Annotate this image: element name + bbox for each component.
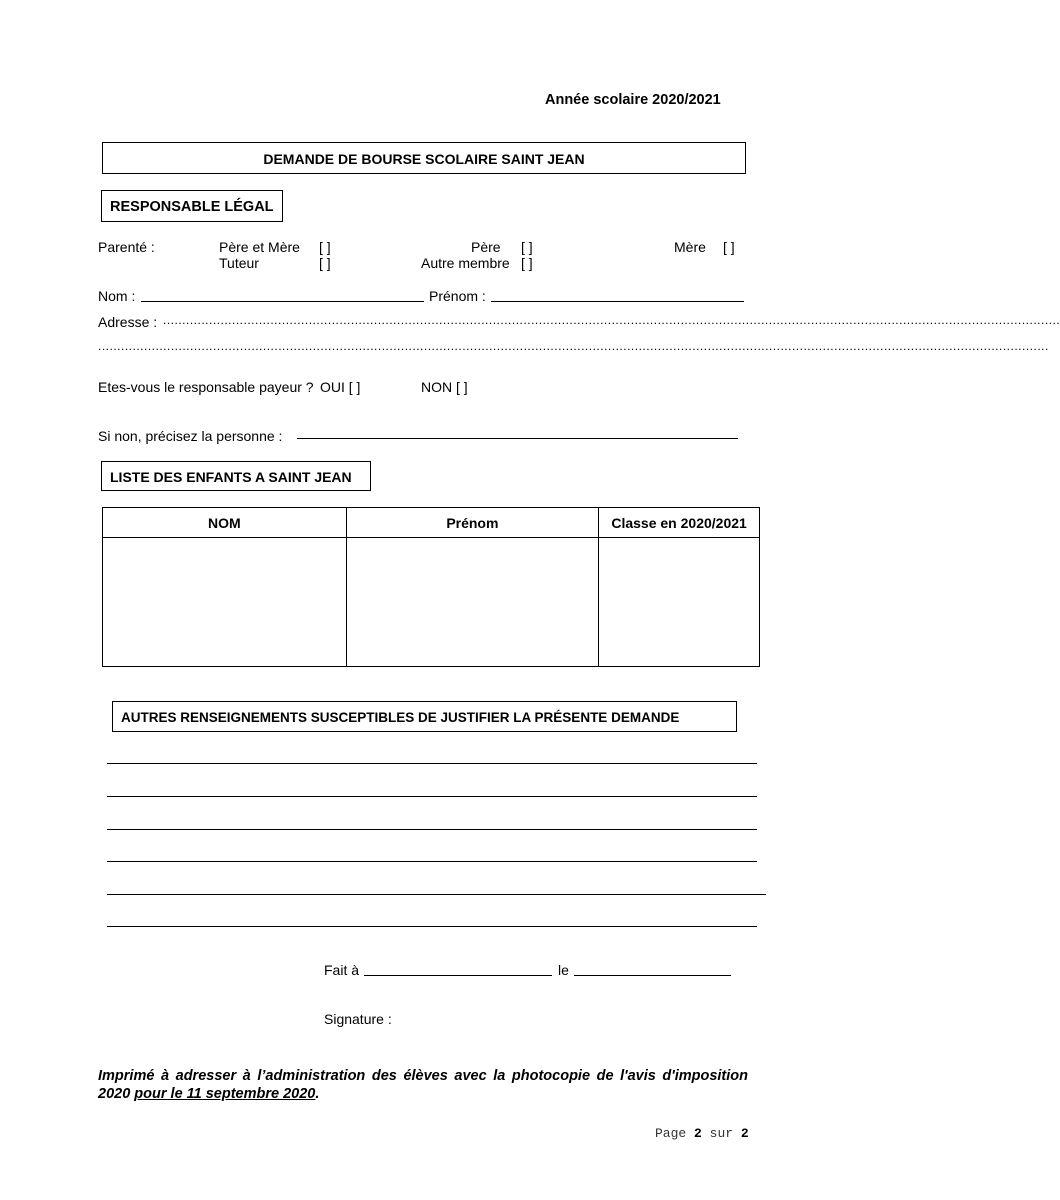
prenom-field[interactable]: [491, 301, 744, 302]
checkbox-autre-membre[interactable]: [ ]: [521, 255, 533, 271]
cell-prenom[interactable]: [346, 538, 599, 667]
signature-label: Signature :: [324, 1011, 392, 1027]
prenom-label: Prénom :: [429, 288, 486, 304]
submission-note: [98, 1067, 748, 1103]
submission-note-text: Imprimé à adresser à l’administration des élèves avec la photocopie de l'avis d'imposition 2020: [98, 1068, 748, 1102]
adresse-field-line-2[interactable]: ........................................................................................................................................................................................................................................................: [98, 339, 1049, 353]
parente-label: Parenté :: [98, 239, 155, 255]
column-header-prenom: Prénom: [346, 508, 599, 538]
other-info-line-1[interactable]: [107, 763, 757, 764]
children-section-title: LISTE DES ENFANTS A SAINT JEAN: [110, 469, 352, 485]
page-current: 2: [694, 1126, 702, 1141]
option-autre-membre[interactable]: [421, 255, 510, 271]
nom-field[interactable]: [141, 301, 424, 302]
school-year: Année scolaire 2020/2021: [545, 92, 721, 108]
other-info-line-2[interactable]: [107, 796, 757, 797]
option-label: Tuteur: [219, 255, 259, 271]
form-title-box: [102, 142, 746, 174]
nom-label: Nom :: [98, 288, 136, 304]
option-label: Père et Mère: [219, 239, 300, 255]
table-row: [103, 538, 760, 667]
checkbox-pere-et-mere[interactable]: [ ]: [319, 239, 331, 255]
option-mere[interactable]: [674, 239, 706, 255]
option-label: Mère: [674, 239, 706, 255]
option-label: Autre membre: [421, 255, 510, 271]
children-table: [102, 507, 760, 667]
fait-field[interactable]: [364, 975, 552, 976]
sinon-field[interactable]: [297, 438, 738, 439]
column-header-nom: NOM: [103, 508, 347, 538]
adresse-field-line-1[interactable]: ..........................................................................................................................................................................................................................................: [163, 313, 1060, 327]
adresse-label: Adresse :: [98, 314, 158, 330]
legal-section-title-box: [101, 190, 283, 222]
children-section-title-box: [101, 461, 371, 491]
other-section-title-box: [112, 701, 737, 732]
date-field[interactable]: [574, 975, 731, 976]
fait-label: Fait à: [324, 962, 360, 978]
other-info-line-6[interactable]: [107, 926, 757, 927]
cell-classe[interactable]: [599, 538, 760, 667]
cell-nom[interactable]: [103, 538, 347, 667]
checkbox-pere[interactable]: [ ]: [521, 239, 533, 255]
form-title: DEMANDE DE BOURSE SCOLAIRE SAINT JEAN: [263, 151, 585, 167]
column-header-classe: Classe en 2020/2021: [599, 508, 760, 538]
le-label: le: [558, 962, 569, 978]
option-pere[interactable]: [471, 239, 501, 255]
page-total: 2: [740, 1126, 749, 1141]
option-tuteur[interactable]: [219, 255, 259, 271]
payer-question: Etes-vous le responsable payeur ?: [98, 379, 314, 395]
payer-oui-checkbox[interactable]: OUI [ ]: [320, 379, 361, 395]
submission-deadline: pour le 11 septembre 2020: [134, 1086, 316, 1102]
option-label: Père: [471, 239, 501, 255]
other-info-line-4[interactable]: [107, 861, 757, 862]
other-info-line-5[interactable]: [107, 894, 766, 895]
page-prefix: Page: [655, 1126, 687, 1141]
checkbox-tuteur[interactable]: [ ]: [319, 255, 331, 271]
other-section-title: AUTRES RENSEIGNEMENTS SUSCEPTIBLES DE JUSTIFIER LA PRÉSENTE DEMANDE: [121, 710, 680, 725]
option-pere-et-mere[interactable]: [219, 239, 300, 255]
children-table-header: [103, 508, 760, 538]
sinon-label: Si non, précisez la personne :: [98, 428, 283, 444]
submission-note-end: .: [315, 1086, 320, 1102]
checkbox-mere[interactable]: [ ]: [723, 239, 735, 255]
page-number: [655, 1126, 749, 1141]
page-sep: sur: [709, 1126, 734, 1141]
legal-section-title: RESPONSABLE LÉGAL: [110, 199, 274, 215]
other-info-line-3[interactable]: [107, 829, 757, 830]
payer-non-checkbox[interactable]: NON [ ]: [421, 379, 468, 395]
